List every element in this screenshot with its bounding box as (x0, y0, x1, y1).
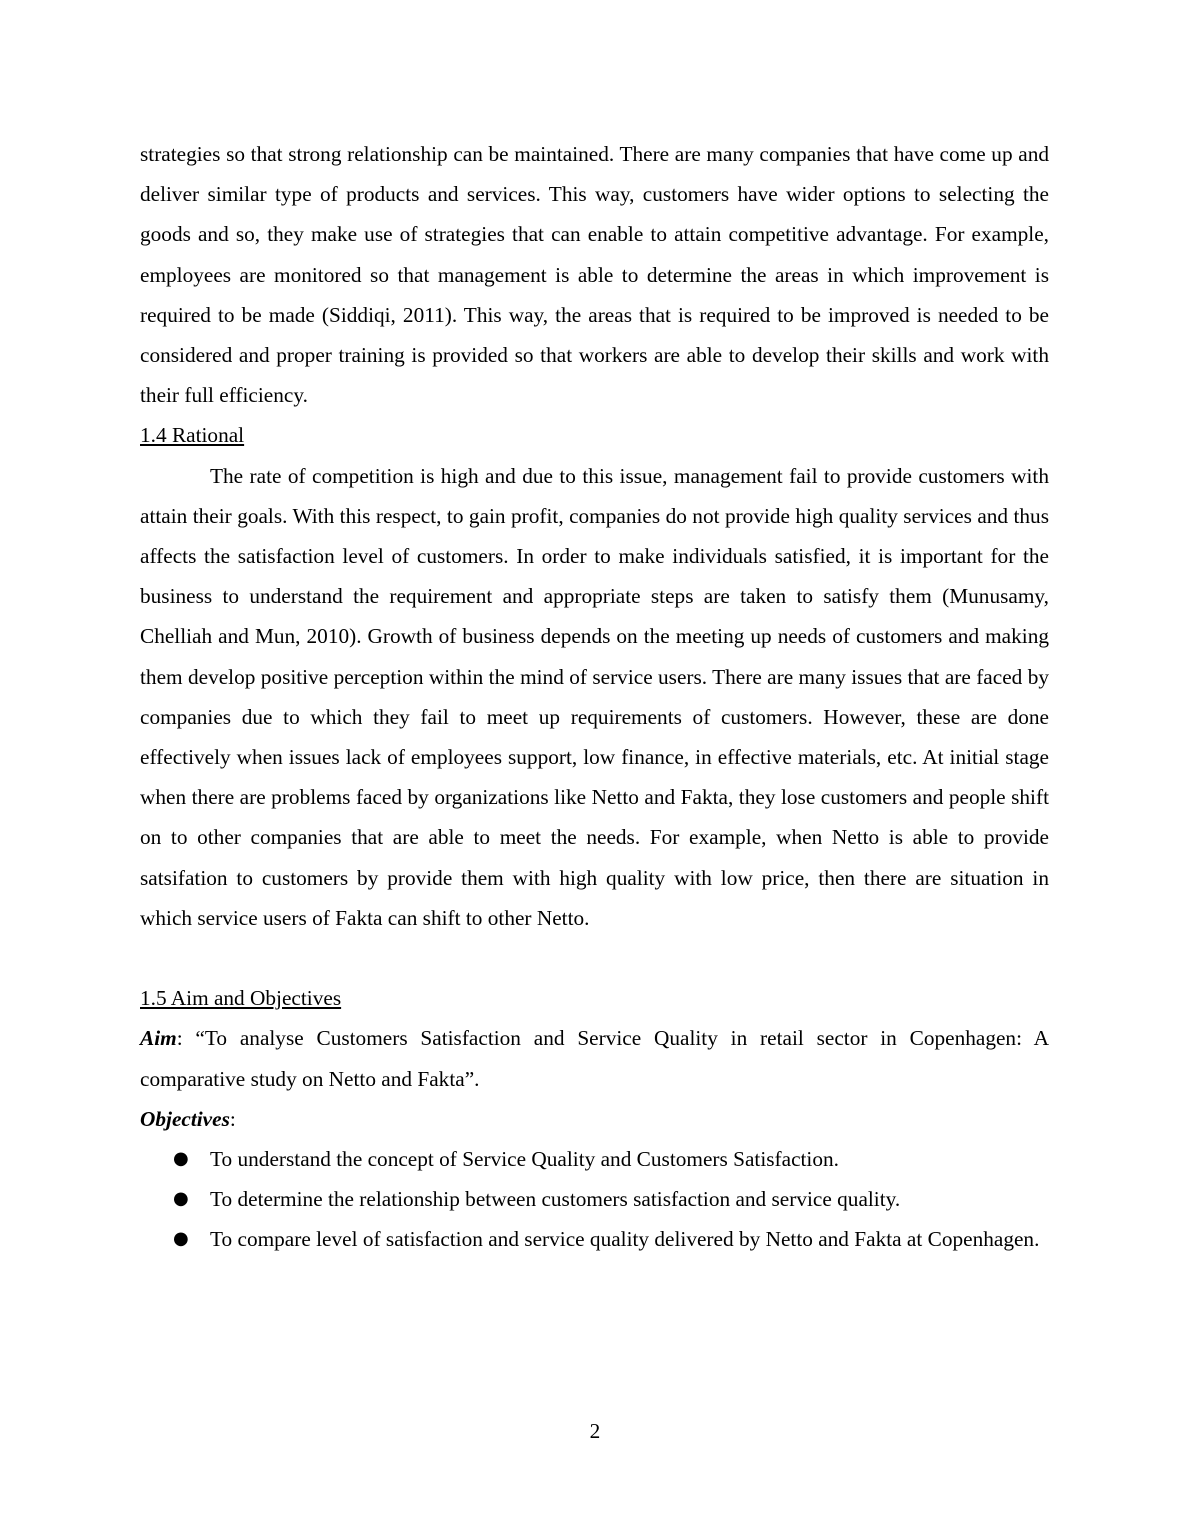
objective-text: To compare level of satisfaction and service quality delivered by Netto and Fakta at Copenhagen. (210, 1227, 1040, 1252)
objectives-label: Objectives (140, 1106, 230, 1131)
objective-text: To determine the relationship between customers satisfaction and service quality. (210, 1187, 901, 1212)
objective-item (140, 1179, 1049, 1219)
objective-text: To understand the concept of Service Quality and Customers Satisfaction. (210, 1147, 839, 1172)
objective-item (140, 1139, 1049, 1179)
aim-label: Aim (140, 1026, 177, 1051)
objectives-list (140, 1139, 1049, 1260)
page-number: 2 (589, 1419, 601, 1443)
document-page (140, 134, 1049, 1260)
bullet-icon: ● (173, 1148, 189, 1170)
section-heading-aim-objectives: 1.5 Aim and Objectives (140, 986, 342, 1011)
blank-line (140, 938, 1049, 978)
aim-statement (140, 1018, 1049, 1098)
objective-item (140, 1219, 1049, 1259)
section-heading-rational: 1.4 Rational (140, 423, 245, 448)
bullet-icon: ● (173, 1228, 189, 1250)
aim-text: : “To analyse Customers Satisfaction and Service Quality in retail sector in Copenhagen: A comparative study on Netto and Fakta”. (140, 1026, 1049, 1091)
intro-paragraph: strategies so that strong relationship can be maintained. There are many companies that have come up and deliver similar type of products and services. This way, customers have wider options to selecting the goods and so, they make use of strategies that can enable to attain competitive advantage. For example, employees are monitored so that management is able to determine the areas in which improvement is required to be made (Siddiqi, 2011). This way, the areas that is required to be improved is needed to be considered and proper training is provided so that workers are able to develop their skills and work with their full efficiency. (140, 142, 1049, 408)
bullet-icon: ● (173, 1188, 189, 1210)
objectives-heading (140, 1099, 1049, 1139)
objectives-colon: : (229, 1106, 236, 1131)
rational-paragraph: The rate of competition is high and due to this issue, management fail to provide customers with attain their goals. With this respect, to gain profit, companies do not provide high quality services and thus affects the satisfaction level of customers. In order to make individuals satisfied, it is important for the business to understand the requirement and appropriate steps are taken to satisfy them (Munusamy, Chelliah and Mun, 2010). Growth of business depends on the meeting up needs of customers and making them develop positive perception within the mind of service users. There are many issues that are faced by companies due to which they fail to meet up requirements of customers. However, these are done effectively when issues lack of employees support, low finance, in effective materials, etc. At initial stage when there are problems faced by organizations like Netto and Fakta, they lose customers and people shift on to other companies that are able to meet the needs. For example, when Netto is able to provide satsifation to customers by provide them with high quality with low price, then there are situation in which service users of Fakta can shift to other Netto. (140, 463, 1049, 930)
